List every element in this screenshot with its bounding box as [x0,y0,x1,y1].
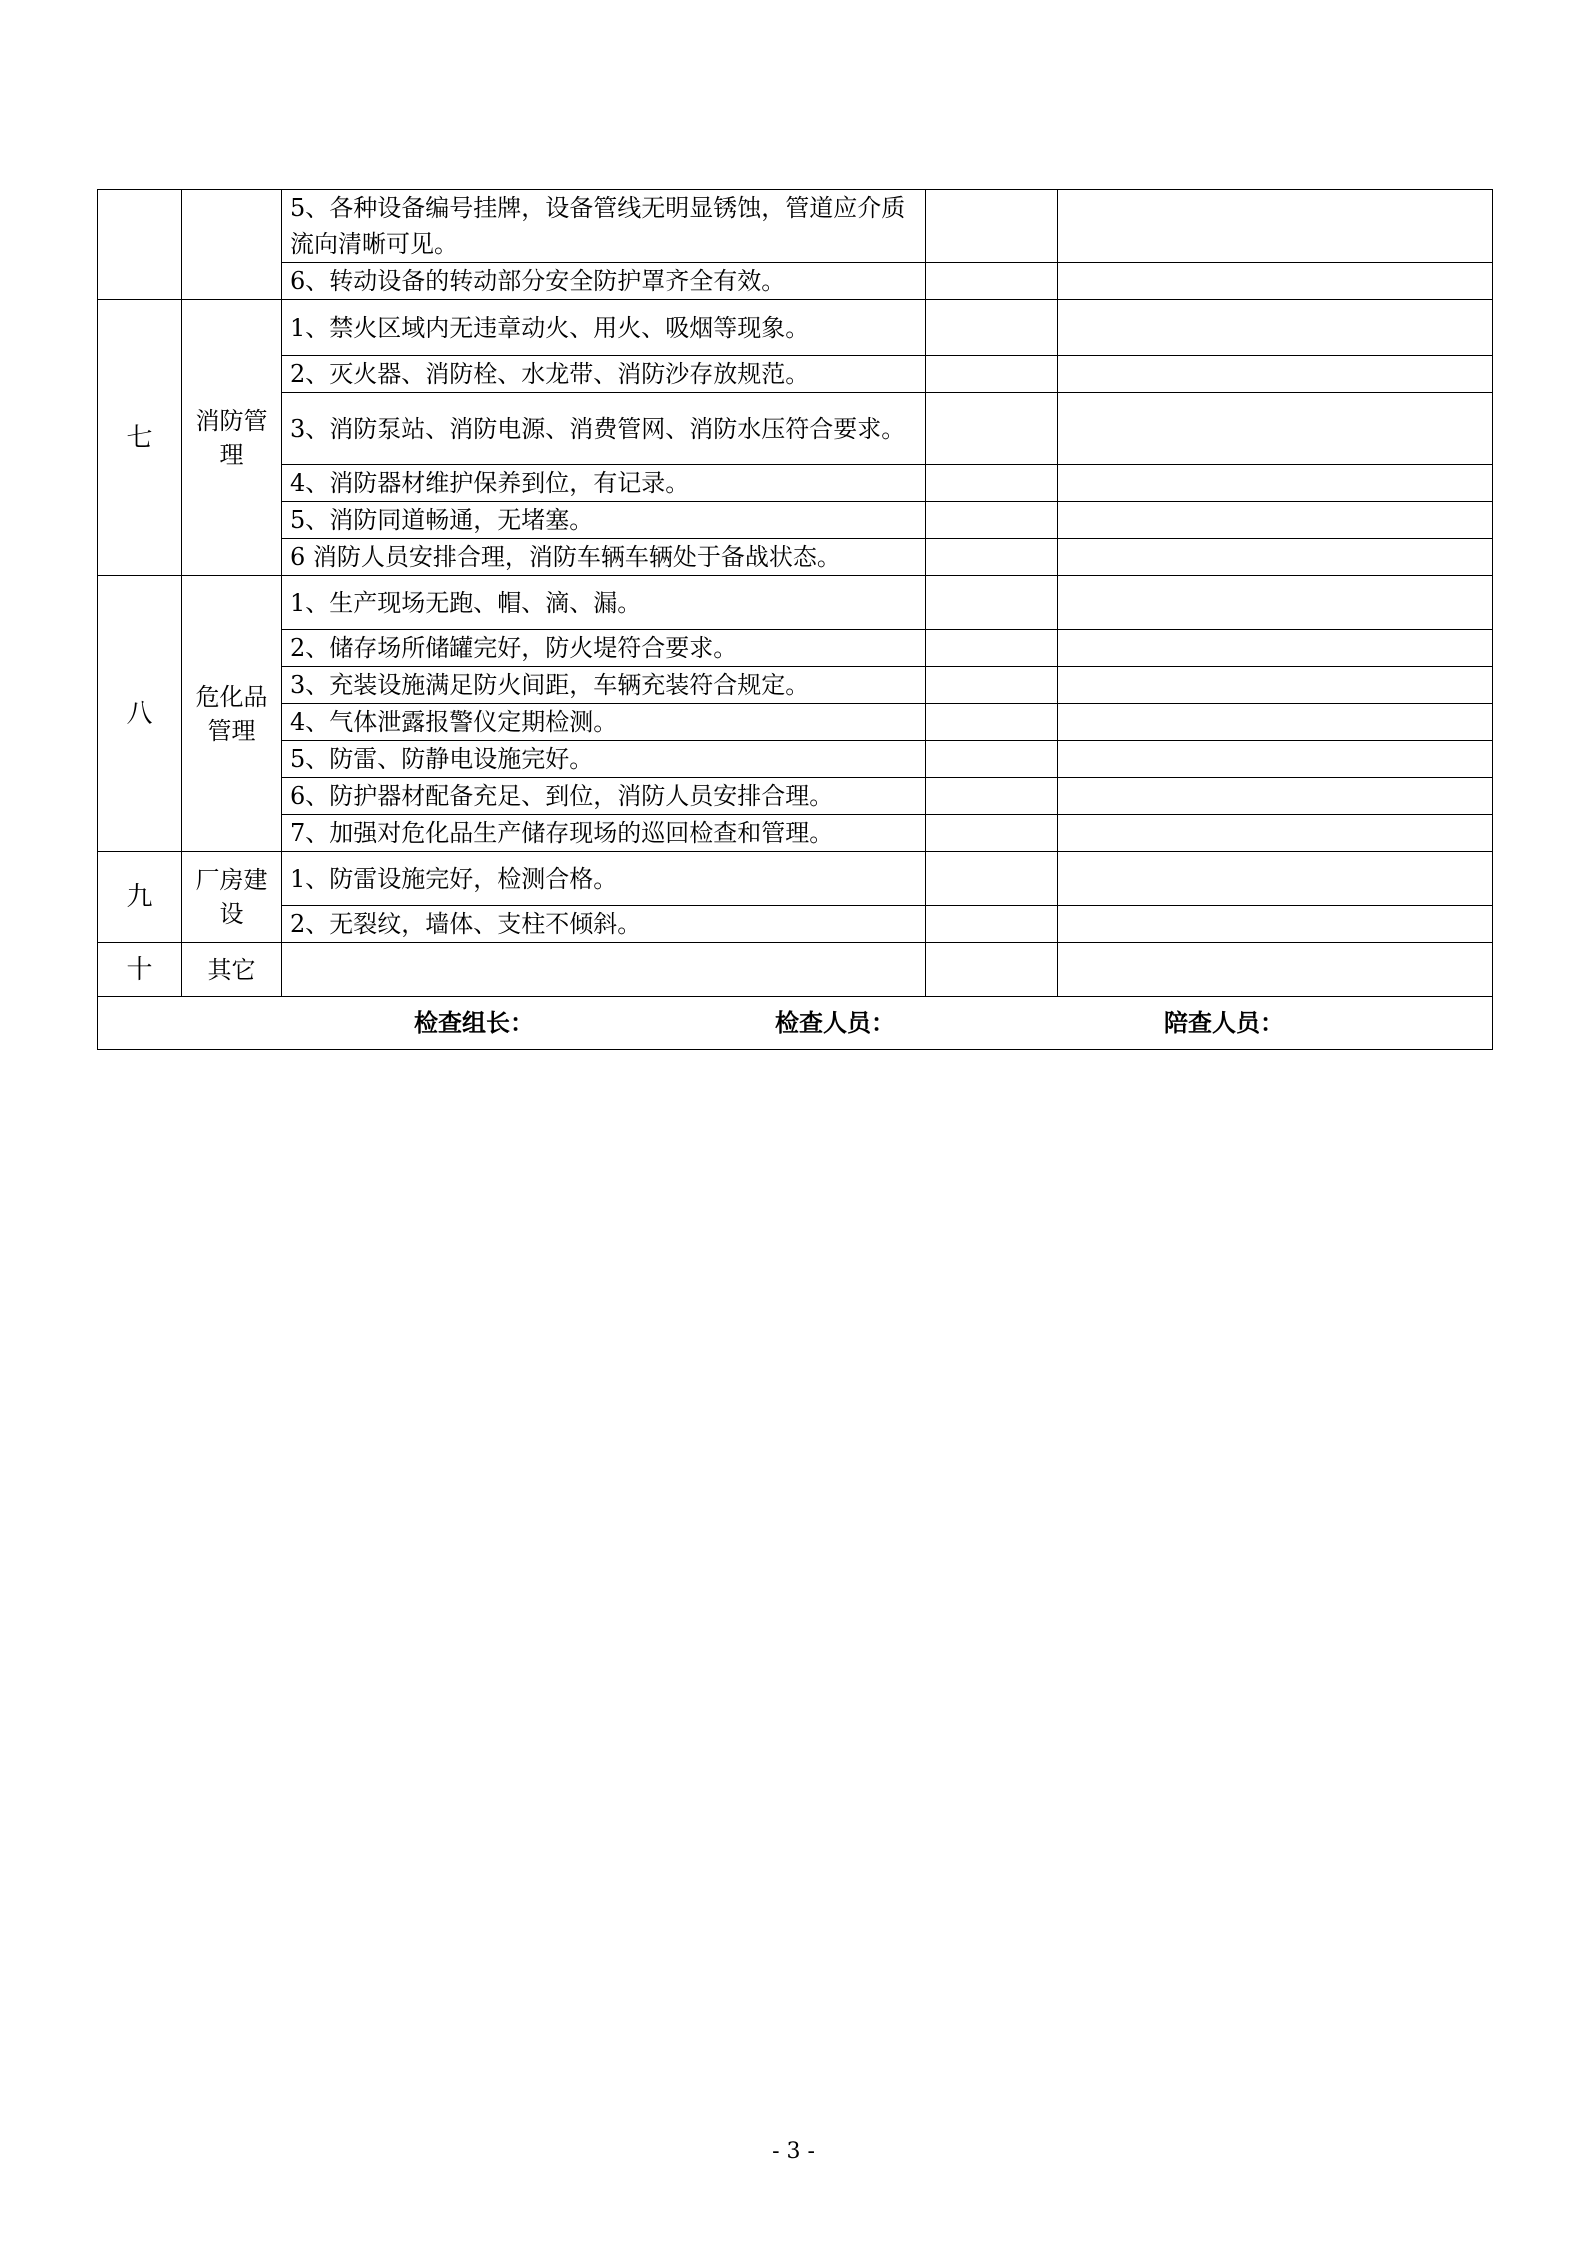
table-row [98,576,1493,630]
result-cell [926,630,1058,667]
result-cell [926,539,1058,576]
result-cell [926,943,1058,997]
check-item: 3、消防泵站、消防电源、消费管网、消防水压符合要求。 [282,393,926,465]
result-cell [926,741,1058,778]
remark-cell [1058,943,1493,997]
table-row [98,539,1493,576]
section-category: 消防管理 [182,300,282,576]
table-row [98,815,1493,852]
result-cell [926,852,1058,906]
leader-signature-label: 检查组长： [414,1008,534,1037]
remark-cell [1058,190,1493,263]
check-item: 1、防雷设施完好，检测合格。 [282,852,926,906]
table-row [98,741,1493,778]
result-cell [926,300,1058,356]
remark-cell [1058,356,1493,393]
inspection-checklist-table [97,189,1493,1050]
table-row [98,502,1493,539]
signature-cell [98,997,1493,1050]
table-row [98,667,1493,704]
result-cell [926,393,1058,465]
check-item: 6、防护器材配备充足、到位，消防人员安排合理。 [282,778,926,815]
check-item: 1、生产现场无跑、帽、滴、漏。 [282,576,926,630]
remark-cell [1058,778,1493,815]
page-number: - 3 - [772,2139,815,2164]
section-number: 八 [98,576,182,852]
check-item: 4、消防器材维护保养到位，有记录。 [282,465,926,502]
remark-cell [1058,815,1493,852]
table-row [98,943,1493,997]
section-category: 厂房建设 [182,852,282,943]
table-row [98,393,1493,465]
table-row [98,300,1493,356]
table-row [98,778,1493,815]
table-row [98,852,1493,906]
result-cell [926,356,1058,393]
remark-cell [1058,465,1493,502]
accompany-signature-label: 陪查人员： [1164,1008,1284,1037]
table-row [98,906,1493,943]
remark-cell [1058,576,1493,630]
remark-cell [1058,393,1493,465]
remark-cell [1058,630,1493,667]
section-number: 九 [98,852,182,943]
check-item: 4、气体泄露报警仪定期检测。 [282,704,926,741]
check-item: 2、储存场所储罐完好，防火堤符合要求。 [282,630,926,667]
section-number: 七 [98,300,182,576]
check-item: 5、各种设备编号挂牌，设备管线无明显锈蚀，管道应介质流向清晰可见。 [282,190,926,263]
result-cell [926,576,1058,630]
check-item: 1、禁火区域内无违章动火、用火、吸烟等现象。 [282,300,926,356]
result-cell [926,502,1058,539]
section-number-cell [98,190,182,300]
remark-cell [1058,741,1493,778]
remark-cell [1058,300,1493,356]
result-cell [926,190,1058,263]
check-item: 6、转动设备的转动部分安全防护罩齐全有效。 [282,263,926,300]
check-item: 6 消防人员安排合理，消防车辆车辆处于备战状态。 [282,539,926,576]
check-item: 5、防雷、防静电设施完好。 [282,741,926,778]
check-item: 2、灭火器、消防栓、水龙带、消防沙存放规范。 [282,356,926,393]
check-item: 5、消防同道畅通，无堵塞。 [282,502,926,539]
remark-cell [1058,852,1493,906]
check-item: 7、加强对危化品生产储存现场的巡回检查和管理。 [282,815,926,852]
result-cell [926,906,1058,943]
inspector-signature-label: 检查人员： [775,1008,895,1037]
result-cell [926,815,1058,852]
remark-cell [1058,906,1493,943]
table-row [98,630,1493,667]
table-row [98,263,1493,300]
section-category: 危化品管理 [182,576,282,852]
remark-cell [1058,263,1493,300]
result-cell [926,778,1058,815]
table-row [98,356,1493,393]
table-row [98,704,1493,741]
table-row [98,465,1493,502]
check-item: 3、充装设施满足防火间距，车辆充装符合规定。 [282,667,926,704]
section-category: 其它 [182,943,282,997]
remark-cell [1058,539,1493,576]
check-item [282,943,926,997]
remark-cell [1058,502,1493,539]
remark-cell [1058,704,1493,741]
result-cell [926,667,1058,704]
result-cell [926,465,1058,502]
remark-cell [1058,667,1493,704]
table-row [98,190,1493,263]
section-number: 十 [98,943,182,997]
result-cell [926,263,1058,300]
signature-row [98,997,1493,1050]
check-item: 2、无裂纹，墙体、支柱不倾斜。 [282,906,926,943]
result-cell [926,704,1058,741]
section-category-cell [182,190,282,300]
